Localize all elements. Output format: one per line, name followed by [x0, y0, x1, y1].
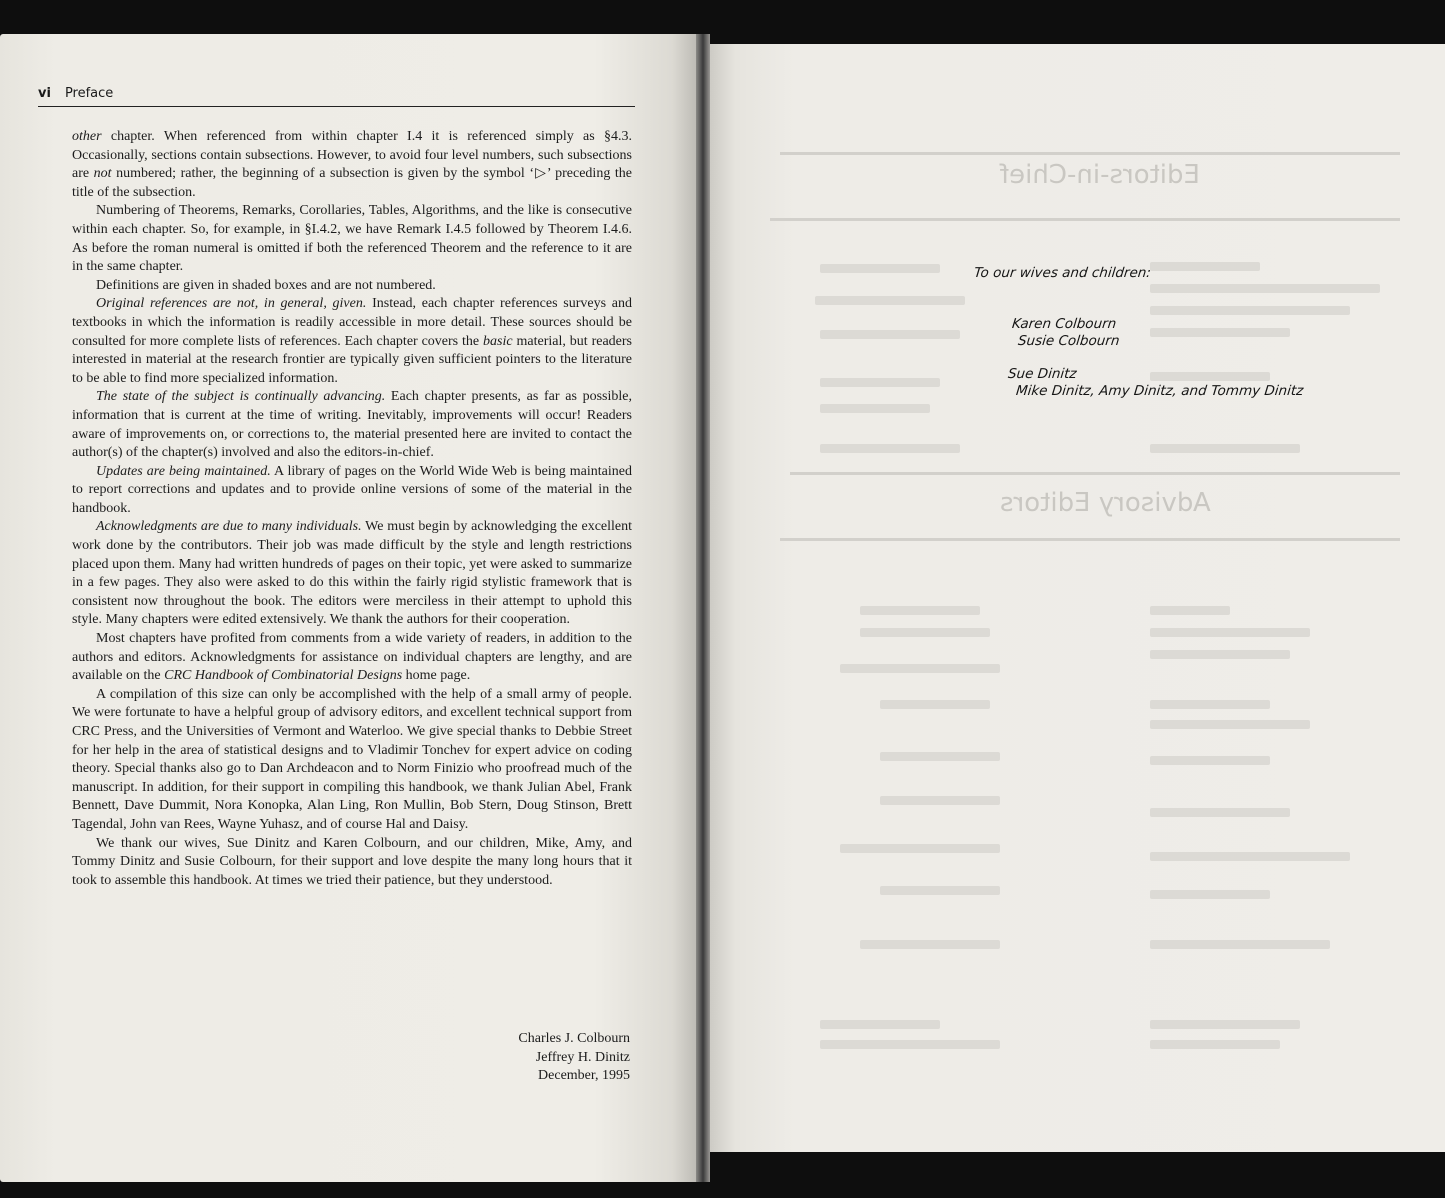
preface-paragraph: [72, 388, 632, 462]
paragraph-text: We thank our wives, Sue Dinitz and Karen Colbourn, and our children, Mike, Amy, and Tommy Dinitz and Susie Colbourn, for their support and love despite the many long hours that it took to assemble this handbook. At times we tried their patience, but they understood.: [72, 835, 632, 888]
running-head: [38, 86, 635, 107]
preface-paragraph: [72, 202, 632, 276]
page-number: vi: [38, 86, 51, 101]
right-page: [706, 44, 1445, 1152]
preface-paragraph: [72, 518, 632, 630]
paragraph-text: Each chapter presents, as far as possible, information that is current at the time of writing. Inevitably, improvements will occur! Readers aware of improvements on, or corrections to, the material presented here are invited to contact the author(s) of the chapter(s) involved and also the editors-in-chief.: [72, 389, 632, 461]
dedication-heading: To our wives and children:: [973, 265, 1152, 281]
emphasized-text: other: [72, 129, 102, 144]
running-head-title: Preface: [64, 86, 114, 101]
paragraph-text: A library of pages on the World Wide Web is being maintained to report corrections and updates and to provide online versions of some of the material in the handbook.: [72, 463, 632, 516]
paragraph-text: Most chapters have profited from comments from a wide variety of readers, in addition to the authors and editors. Acknowledgments for assistance on individual chapters are lengthy, and are available on the: [72, 631, 632, 684]
signature-author-2: Jeffrey H. Dinitz: [535, 1049, 630, 1065]
dedication-name-susie: Susie Colbourn: [1017, 333, 1121, 349]
dedication-name-karen: Karen Colbourn: [1011, 316, 1118, 332]
preface-paragraph: [72, 128, 632, 202]
paragraph-text: numbered; rather, the beginning of a subsection is given by the symbol ‘▷’ preceding the title of the subsection.: [72, 166, 632, 200]
paragraph-text: Definitions are given in shaded boxes and are not numbered.: [96, 277, 436, 293]
paragraph-text: Numbering of Theorems, Remarks, Corollaries, Tables, Algorithms, and the like is consecutive within each chapter. So, for example, in §I.4.2, we have Remark I.4.5 followed by Theorem I.4.6. As before the roman numeral is omitted if both the referenced Theorem and the reference to it are in the same chapter.: [72, 203, 632, 275]
signature-block: [440, 1030, 630, 1086]
paragraph-text: chapter. When referenced from within chapter I.4 it is referenced simply as §4.3. Occasionally, sections contain subsections. However, to avoid four level numbers, such subsections are: [72, 129, 632, 182]
emphasized-text: not: [93, 166, 112, 182]
paragraph-text: material, but readers interested in material at the research frontier are typically given sufficient pointers to the literature to be able to find more specialized information.: [72, 333, 632, 386]
emphasized-text: The state of the subject is continually advancing.: [96, 389, 386, 405]
preface-body: [72, 128, 632, 890]
paragraph-text: home page.: [402, 668, 471, 684]
emphasized-text: Updates are being maintained.: [96, 463, 271, 479]
emphasized-text: CRC Handbook of Combinatorial Designs: [164, 668, 403, 684]
dedication-name-children: Mike Dinitz, Amy Dinitz, and Tommy Dinitz: [1015, 383, 1305, 399]
preface-paragraph: [72, 463, 632, 519]
paragraph-text: A compilation of this size can only be accomplished with the help of a small army of people. We were fortunate to have a helpful group of advisory editors, and excellent technical support from CRC Press, and the Universities of Vermont and Waterloo. We give special thanks to Debbie Street for her help in the area of statistical designs and to Vladimir Tonchev for expert advice on coding theory. Special thanks also go to Dan Archdeacon and to Norm Finizio who proofread much of the manuscript. In addition, for their support in compiling this handbook, we thank Julian Abel, Frank Bennett, Dave Dummit, Nora Konopka, Alan Ling, Ron Mullin, Bob Stern, Doug Stinson, Brett Tagendal, John van Rees, Wayne Yuhasz, and of course Hal and Daisy.: [72, 686, 632, 832]
preface-paragraph: [72, 835, 632, 891]
signature-author-1: Charles J. Colbourn: [518, 1031, 630, 1046]
preface-paragraph: [72, 295, 632, 388]
emphasized-text: basic: [483, 333, 513, 349]
emphasized-text: Acknowledgments are due to many individuals.: [96, 519, 362, 535]
dedication-name-sue: Sue Dinitz: [1007, 366, 1078, 382]
preface-paragraph: [72, 277, 632, 296]
signature-date: December, 1995: [538, 1068, 630, 1084]
book-gutter: [696, 34, 710, 1182]
preface-paragraph: [72, 686, 632, 835]
paragraph-text: We must begin by acknowledging the excellent work done by the contributors. Their job was made difficult by the style and length restrictions placed upon them. Many had written hundreds of pages on their topic, yet were asked to summarize in a few pages. They also were asked to do this within the fairly rigid stylistic framework that is consistent now throughout the book. The editors were merciless in their attempt to uphold this style. Many chapters were edited extensively. We thank the authors for their cooperation.: [72, 519, 633, 628]
emphasized-text: Original references are not, in general, given.: [96, 296, 367, 312]
book-spread: vi Preface other chapter. When referenced from within chapter I.4 it is referenced simply as §4.3. Occasionally, sections contain subsections. However, to avoid four level numbers, such subsections are not numbered; rather, the beginning of a subsection is given by the symbol ‘▷’ preceding the title of the subsection. Numbering of Theorems, Remarks, Corollaries, Tables, Algorithms, and the like is consecutive within each chapter. So, for example, in §I.4.2, we have Remark I.4.5 followed by Theorem I.4.6. As before the roman numeral is omitted if both the referenced Theorem and the reference to it are in the same chapter. Definitions are given in shaded boxes and are not numbered. Original references are not, in general, given. Instead, each chapter references surveys and textbooks in which the information is readily accessible in more detail. These sources should be consulted for more complete lists of references. Each chapter covers the basic material, but readers interested in material at the research frontier are typically given sufficient pointers to the literature to be able to find more specialized information. The state of the subject is continually advancing. Each chapter presents, as far as possible, information that is current at the time of writing. Inevitably, improvements will occur! Readers aware of improvements on, or corrections to, the material presented here are invited to contact the author(s) of the chapter(s) involved and also the editors-in-chief. Updates are being maintained. A library of pages on the World Wide Web is being maintained to report corrections and updates and to provide online versions of some of the material in the handbook. Acknowledgments are due to many individuals. We must begin by acknowledging the excellent work done by the contributors. Their job was made difficult by the style and length restrictions placed upon them. Many had written hundreds of pages on their topic, yet were asked to summarize in a few pages. They also were asked to do this within the fairly rigid stylistic framework that is consistent now throughout the book. The editors were merciless in their attempt to uphold this style. Many chapters were edited extensively. We thank the authors for their cooperation. Most chapters have profited from comments from a wide variety of readers, in addition to the authors and editors. Acknowledgments for assistance on individual chapters are lengthy, and are available on the CRC Handbook of Combinatorial Designs home page. A compilation of this size can only be accomplished with the help of a small army of people. We were fortunate to have a helpful group of advisory editors, and excellent technical support from CRC Press, and the Universities of Vermont and Waterloo. We give special thanks to Debbie Street for her help in the area of statistical designs and to Vladimir Tonchev for expert advice on coding theory. Special thanks also go to Dan Archdeacon and to Norm Finizio who proofread much of the manuscript. In addition, for their support in compiling this handbook, we thank Julian Abel, Frank Bennett, Dave Dummit, Nora Konopka, Alan Ling, Ron Mullin, Bob Stern, Doug Stinson, Brett Tagendal, John van Rees, Wayne Yuhasz, and of course Hal and Daisy. We thank our wives, Sue Dinitz and Karen Colbourn, and our children, Mike, Amy, and Tommy Dinitz and Susie Colbourn, for their support and love despite the many long hours that it took to assemble this handbook. At times we tried their patience, but they understood. Charles J. Colbourn Jeffrey H. Dinitz December, 1995 Editors-in-Chief Advisory Editors To our wives and children: Karen Colbourn Susie Colbourn Sue Dinitz Mike Dinitz, Amy Dinitz, and Tommy Dinitz: [0, 0, 1445, 1198]
paragraph-text: Instead, each chapter references surveys and textbooks in which the information is readily accessible in more detail. These sources should be consulted for more complete lists of references. Each chapter covers the: [72, 296, 632, 349]
preface-paragraph: [72, 630, 632, 686]
